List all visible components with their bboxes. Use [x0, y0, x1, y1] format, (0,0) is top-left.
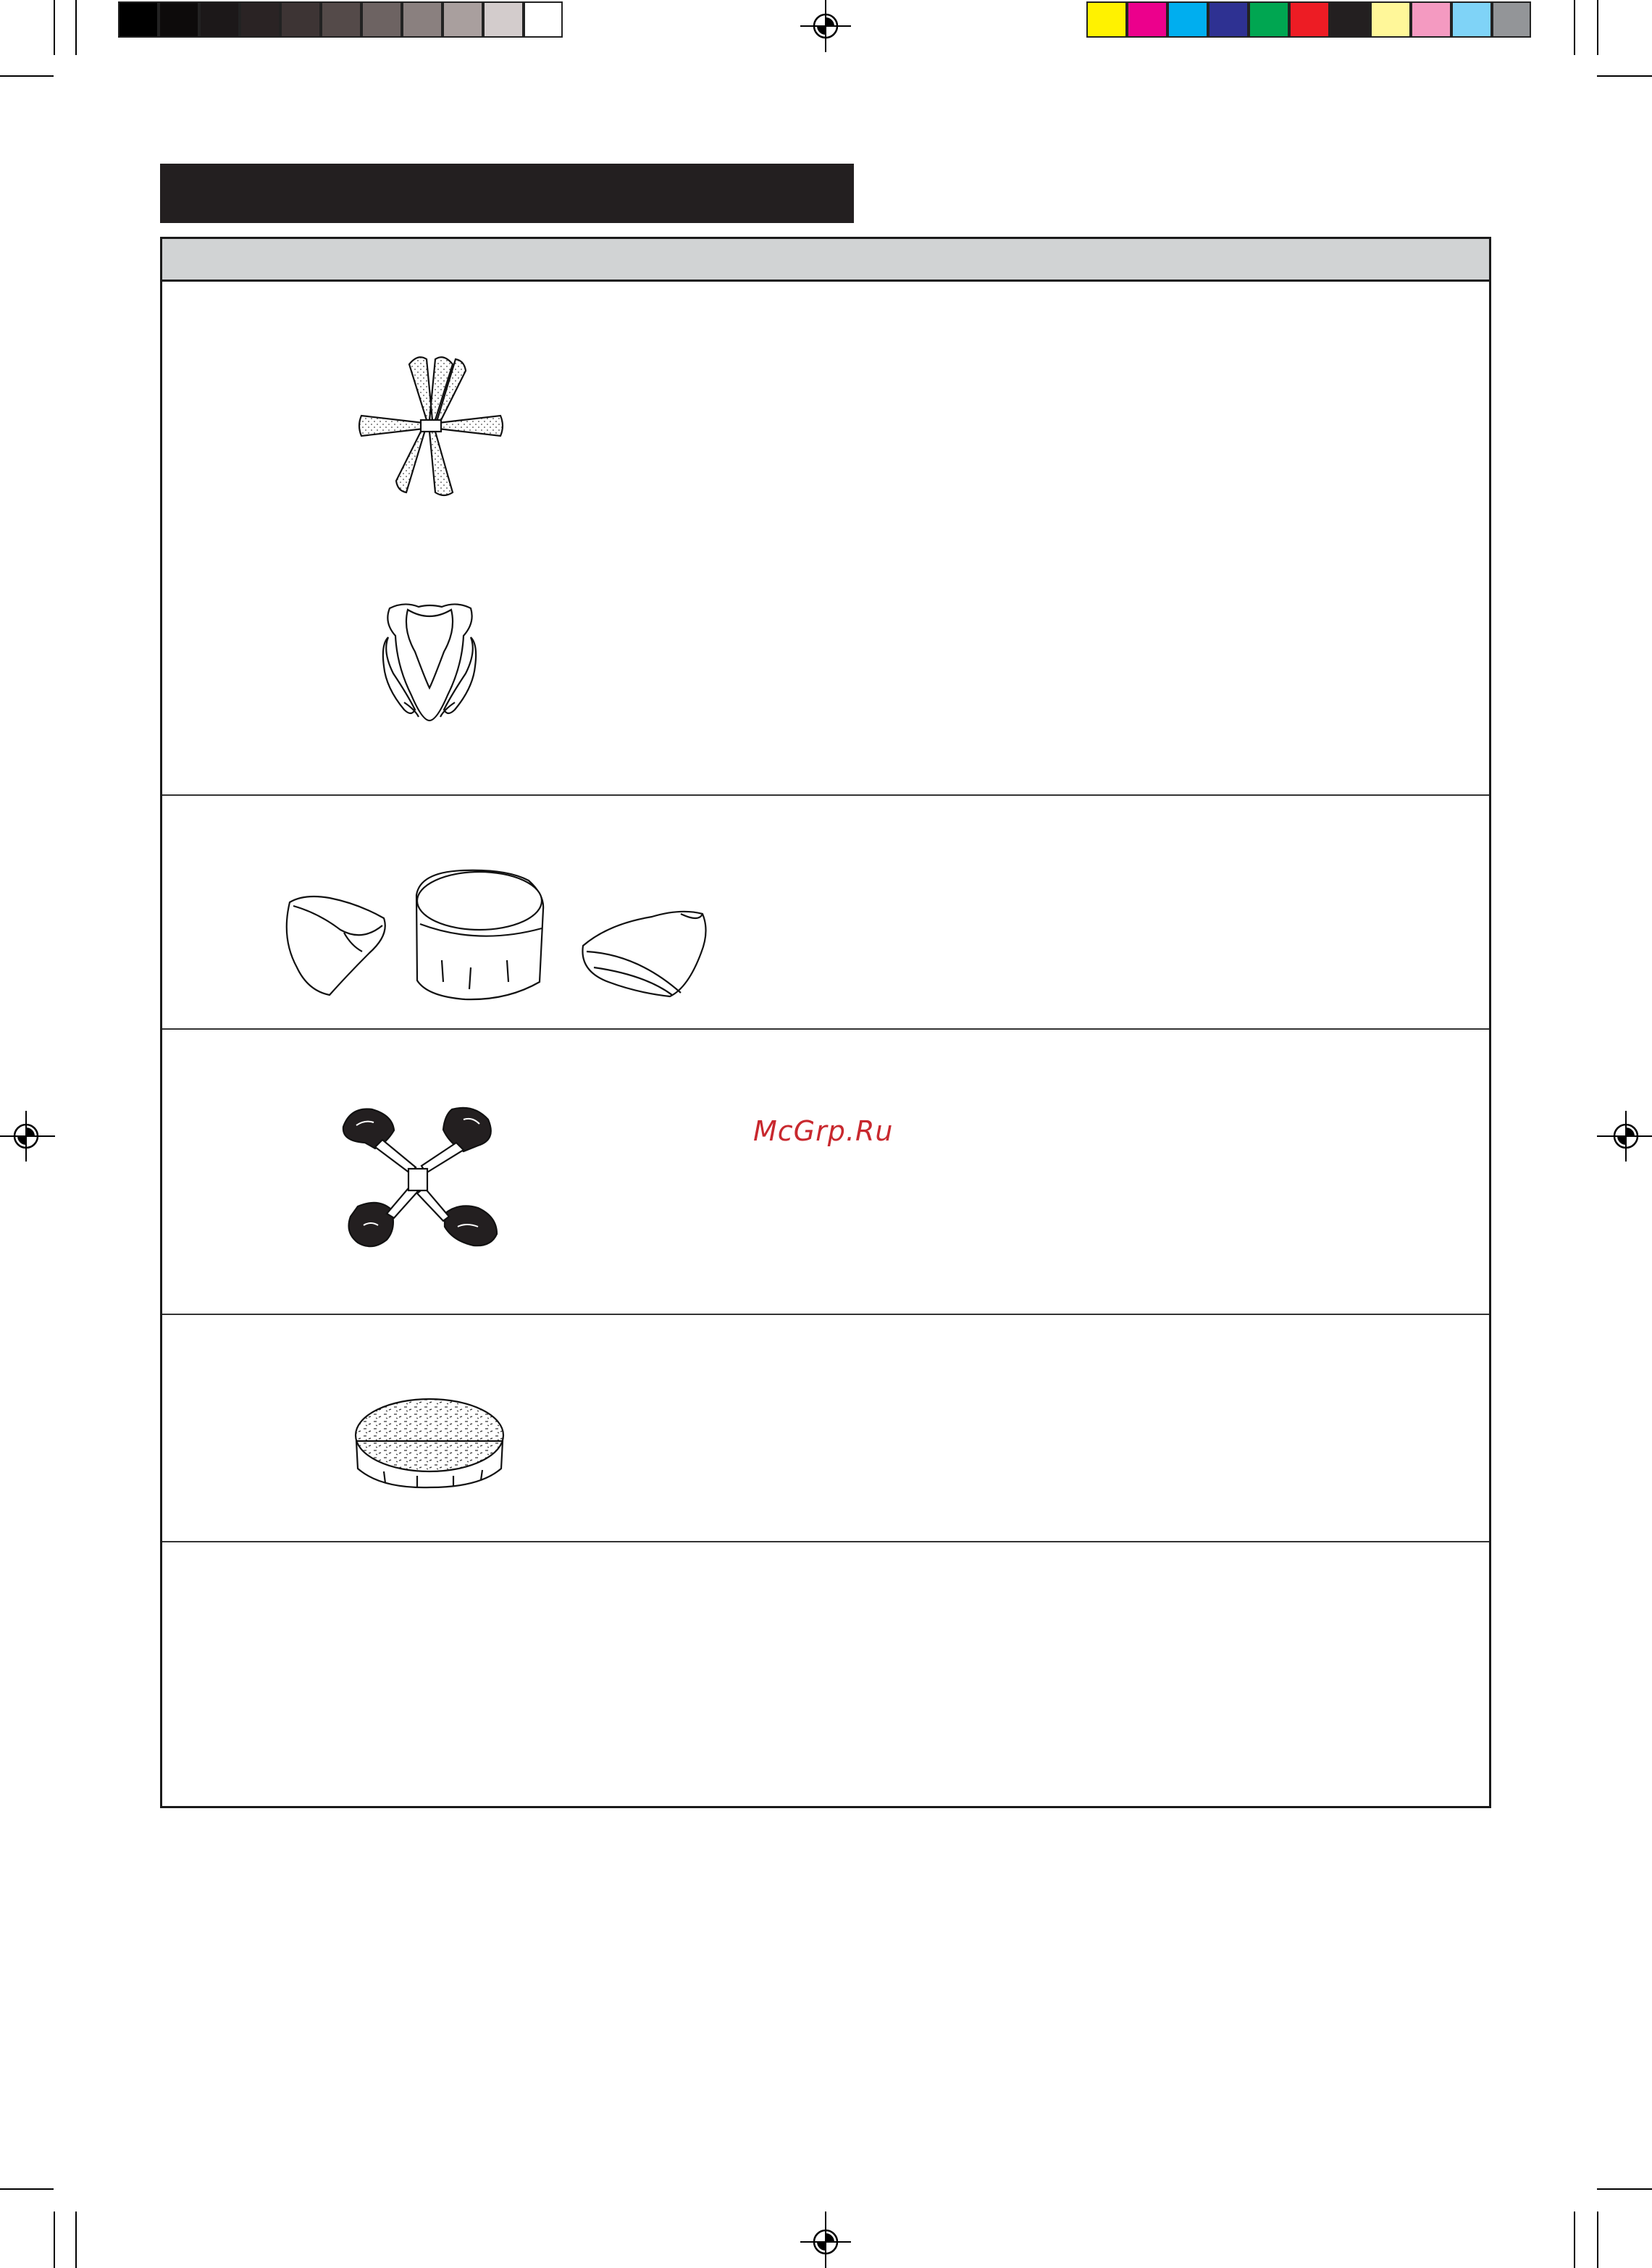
color-swatch: [1492, 1, 1531, 38]
registration-mark-icon: [800, 2212, 851, 2268]
registration-mark-icon: [0, 1111, 55, 1162]
gray-swatch: [159, 1, 199, 38]
color-bar: [1086, 0, 1531, 41]
color-swatch: [1208, 1, 1249, 38]
row-divider: [162, 794, 1489, 796]
color-swatch: [1249, 1, 1289, 38]
gray-swatch: [402, 1, 443, 38]
grayscale-bar: [118, 0, 563, 41]
row-divider: [162, 1314, 1489, 1315]
gray-swatch: [118, 1, 159, 38]
section-title-bar: [160, 164, 854, 223]
gray-swatch: [280, 1, 321, 38]
gray-swatch: [524, 1, 563, 38]
gray-swatch: [361, 1, 402, 38]
color-swatch: [1370, 1, 1411, 38]
gray-swatch: [240, 1, 280, 38]
color-swatch: [1411, 1, 1451, 38]
color-swatch: [1167, 1, 1208, 38]
color-swatch: [1127, 1, 1167, 38]
chicken-pieces-icon: [355, 353, 507, 498]
whole-chicken-icon: [375, 601, 484, 724]
color-swatch: [1289, 1, 1330, 38]
gray-swatch: [199, 1, 240, 38]
row-divider: [162, 1028, 1489, 1030]
lamb-chops-icon: [336, 1098, 503, 1253]
color-swatch: [1086, 1, 1127, 38]
table-header: [162, 239, 1489, 282]
gray-swatch: [443, 1, 483, 38]
registration-mark-icon: [1597, 1111, 1652, 1162]
color-swatch: [1330, 1, 1370, 38]
color-swatch: [1451, 1, 1492, 38]
registration-mark-icon: [800, 0, 851, 55]
hamburger-patty-icon: [352, 1390, 507, 1492]
watermark-text: McGrp.Ru: [753, 1115, 894, 1147]
gray-swatch: [483, 1, 524, 38]
beef-roast-cuts-icon: [275, 866, 717, 1001]
gray-swatch: [321, 1, 361, 38]
row-divider: [162, 1541, 1489, 1542]
